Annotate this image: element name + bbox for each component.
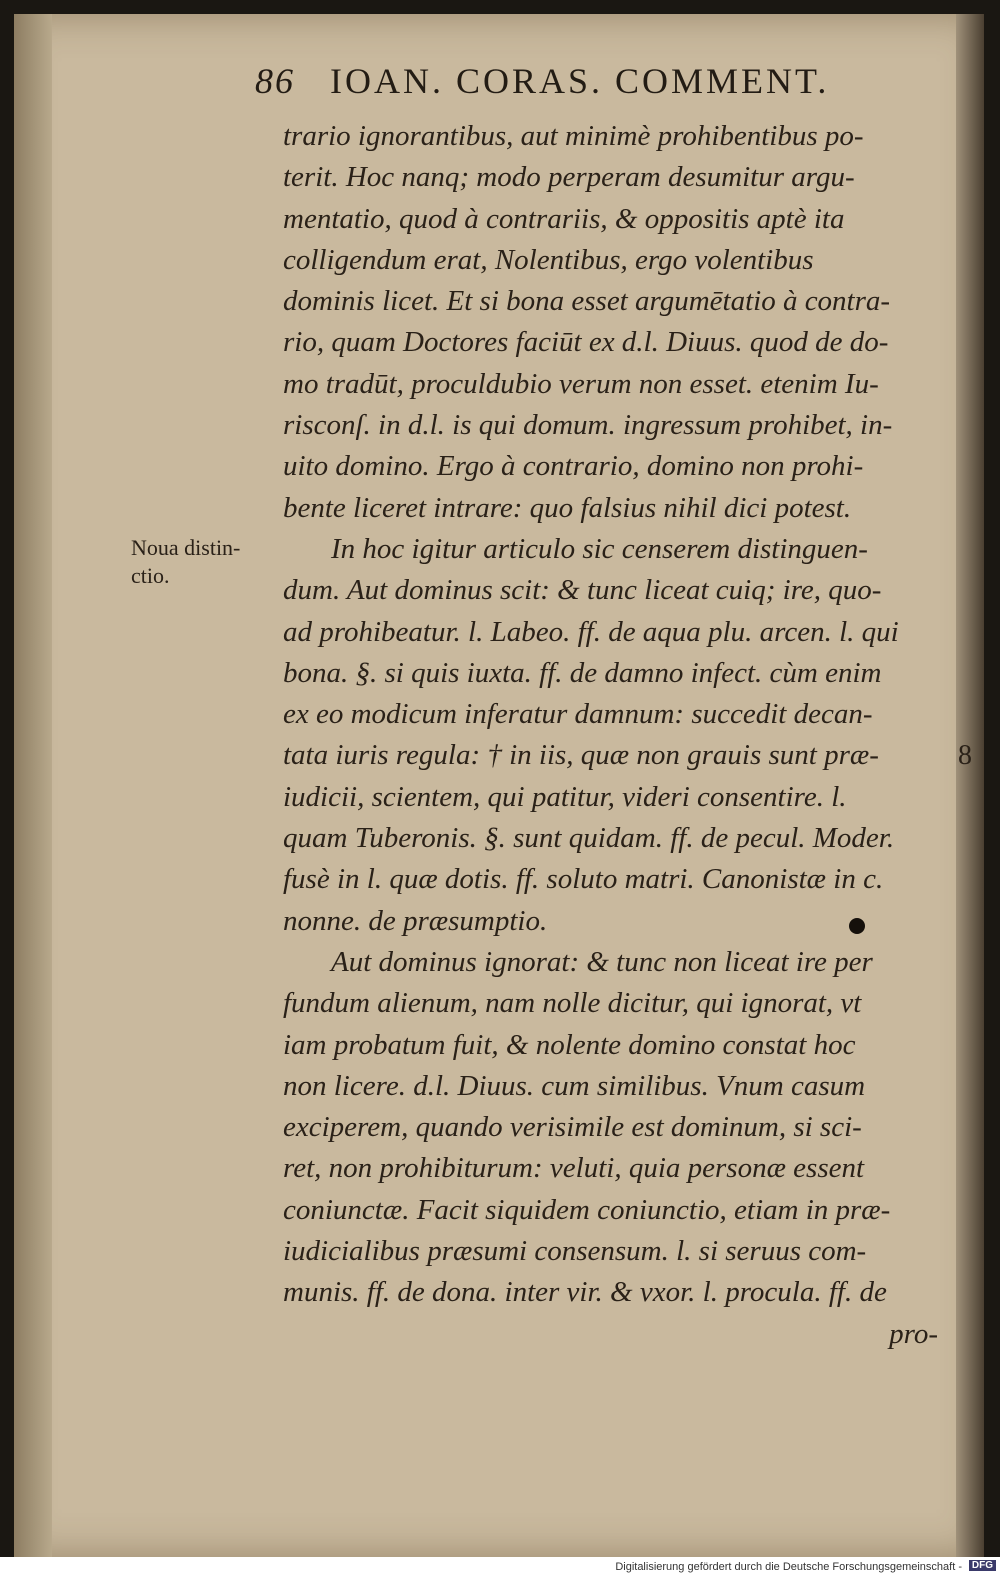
margin-marker: 8 bbox=[958, 740, 972, 771]
text-line: uito domino. Ergo à contrario, domino non prohi- bbox=[283, 450, 864, 483]
text-line: ret, non prohibiturum: veluti, quia personæ essent bbox=[283, 1152, 865, 1185]
text-line: colligendum erat, Nolentibus, ergo volentibus bbox=[283, 243, 814, 276]
text-line: fusè in l. quæ dotis. ff. soluto matri. Canonistæ in c. bbox=[283, 863, 884, 896]
page-edge bbox=[956, 14, 984, 1557]
body-text bbox=[283, 116, 938, 1355]
text-line: iudicialibus præsumi consensum. l. si seruus com- bbox=[283, 1235, 867, 1268]
text-line: munis. ff. de dona. inter vir. & vxor. l. procula. ff. de bbox=[283, 1276, 887, 1309]
page-gutter bbox=[14, 14, 52, 1557]
margin-note-line-2: ctio. bbox=[131, 563, 170, 588]
text-line: dum. Aut dominus scit: & tunc liceat cuiq; ire, quo- bbox=[283, 574, 882, 607]
text-line: bente liceret intrare: quo falsius nihil dici potest. bbox=[283, 491, 852, 524]
text-line: dominis licet. Et si bona esset argumētatio à contra- bbox=[283, 285, 891, 318]
text-line: nonne. de præsumptio. bbox=[283, 904, 548, 937]
text-line: rio, quam Doctores faciūt ex d.l. Diuus. quod de do- bbox=[283, 326, 889, 359]
catchword: pro- bbox=[889, 1317, 938, 1350]
dfg-logo: DFG bbox=[969, 1560, 996, 1571]
text-line: ex eo modicum inferatur damnum: succedit decan- bbox=[283, 698, 873, 731]
page-number: 86 bbox=[255, 61, 295, 101]
text-line: iudicii, scientem, qui patitur, videri consentire. l. bbox=[283, 780, 847, 813]
text-line: mentatio, quod à contrariis, & oppositis aptè ita bbox=[283, 202, 845, 235]
margin-note bbox=[131, 534, 281, 590]
text-line: In hoc igitur articulo sic censerem distinguen- bbox=[331, 532, 868, 565]
text-line: bona. §. si quis iuxta. ff. de damno infect. cùm enim bbox=[283, 656, 882, 689]
footer-text: Digitalisierung gefördert durch die Deutsche Forschungsgemeinschaft - bbox=[615, 1561, 962, 1573]
running-header bbox=[255, 60, 915, 110]
text-line: quam Tuberonis. §. sunt quidam. ff. de pecul. Moder. bbox=[283, 822, 895, 855]
text-line: iam probatum fuit, & nolente domino constat hoc bbox=[283, 1028, 856, 1061]
margin-note-line-1: Noua distin- bbox=[131, 535, 241, 560]
text-line: terit. Hoc nanq; modo perperam desumitur argu- bbox=[283, 161, 855, 194]
text-line: non licere. d.l. Diuus. cum similibus. Vnum casum bbox=[283, 1069, 866, 1102]
running-title: IOAN. CORAS. COMMENT. bbox=[330, 61, 830, 101]
text-line: risconſ. in d.l. is qui domum. ingressum prohibet, in- bbox=[283, 409, 893, 442]
text-line: trario ignorantibus, aut minimè prohibentibus po- bbox=[283, 120, 864, 152]
digitization-footer bbox=[0, 1557, 1000, 1577]
text-line: mo tradūt, proculdubio verum non esset. etenim Iu- bbox=[283, 367, 879, 400]
text-line: Aut dominus ignorat: & tunc non liceat ire per bbox=[331, 945, 873, 978]
text-line: ad prohibeatur. l. Labeo. ff. de aqua plu. arcen. l. qui bbox=[283, 615, 899, 648]
text-line: tata iuris regula: † in iis, quæ non grauis sunt præ- bbox=[283, 739, 879, 772]
text-line: fundum alienum, nam nolle dicitur, qui ignorat, vt bbox=[283, 987, 862, 1020]
text-line: coniunctæ. Facit siquidem coniunctio, etiam in præ- bbox=[283, 1193, 891, 1226]
text-line: exciperem, quando verisimile est dominum, si sci- bbox=[283, 1111, 862, 1144]
